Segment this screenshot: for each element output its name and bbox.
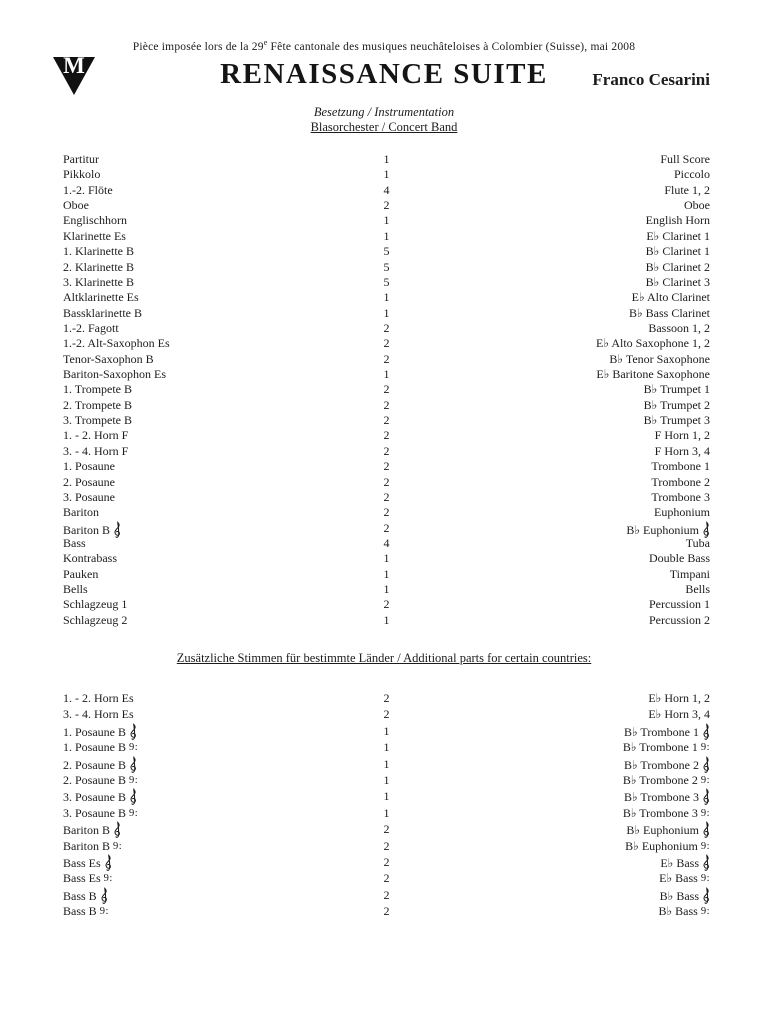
instrument-name-de: 1.-2. Flöte bbox=[63, 182, 113, 197]
instrument-quantity: 4 bbox=[383, 535, 390, 550]
bass-clef-icon: 9: bbox=[113, 840, 123, 852]
instrument-row bbox=[63, 772, 710, 788]
instrument-name-de: 1. Posaune B bbox=[63, 723, 367, 741]
ensemble-heading: Blasorchester / Concert Band bbox=[310, 120, 458, 134]
bass-clef-icon: 9: bbox=[129, 742, 139, 754]
instrument-row bbox=[63, 551, 710, 566]
instrument-name-de: Bass B 9: bbox=[63, 904, 109, 919]
instrument-row bbox=[63, 788, 710, 804]
instrument-name-en: B♭ Clarinet 1 bbox=[645, 244, 710, 259]
instrument-row bbox=[63, 582, 710, 597]
instrument-name-en: Bells bbox=[685, 582, 710, 597]
instrument-quantity: 1 bbox=[383, 213, 390, 228]
instrument-quantity: 1 bbox=[383, 367, 390, 382]
instrument-name-de: Pikkolo bbox=[63, 167, 101, 182]
instrument-name-de: Bariton B bbox=[63, 521, 367, 539]
instrument-row bbox=[63, 706, 710, 722]
instrument-quantity: 2 bbox=[383, 336, 390, 351]
instrument-row bbox=[63, 567, 710, 582]
instrument-name-en: B♭ Trumpet 3 bbox=[643, 413, 710, 428]
instrument-row bbox=[63, 367, 710, 382]
instrument-quantity: 2 bbox=[383, 707, 390, 722]
instrument-name-en: F Horn 3, 4 bbox=[654, 443, 710, 458]
treble-clef-icon bbox=[702, 788, 710, 806]
treble-clef-icon bbox=[129, 756, 137, 774]
bass-clef-icon: 9: bbox=[103, 873, 113, 885]
instrument-name-en: Percussion 1 bbox=[649, 597, 710, 612]
instrument-name-de: 1.-2. Fagott bbox=[63, 320, 119, 335]
instrument-quantity: 4 bbox=[383, 182, 390, 197]
instrument-quantity: 1 bbox=[383, 582, 390, 597]
instrument-name-en: B♭ Trombone 2 bbox=[407, 756, 711, 774]
instrument-quantity: 1 bbox=[383, 152, 390, 166]
instrument-row bbox=[63, 413, 710, 428]
instrument-name-de: Bass Es 9: bbox=[63, 871, 113, 886]
instrument-quantity: 1 bbox=[383, 805, 390, 820]
instrument-name-de: 3. Posaune bbox=[63, 489, 115, 504]
instrument-name-de: 3. Posaune B 9: bbox=[63, 805, 139, 820]
instrument-quantity: 2 bbox=[383, 459, 390, 474]
instrument-quantity: 1 bbox=[383, 551, 390, 566]
treble-clef-icon bbox=[129, 723, 137, 741]
instrument-name-en: B♭ Bass bbox=[407, 887, 711, 905]
instrument-list-additional bbox=[63, 690, 710, 919]
instrument-name-en: B♭ Trombone 3 9: bbox=[622, 805, 710, 820]
instrument-row bbox=[63, 490, 710, 505]
treble-clef-icon bbox=[702, 821, 710, 839]
instrument-quantity: 1 bbox=[383, 228, 390, 243]
instrument-name-de: Bass bbox=[63, 535, 86, 550]
instrument-quantity: 2 bbox=[383, 397, 390, 412]
instrument-name-de: 2. Posaune bbox=[63, 474, 115, 489]
bass-clef-icon: 9: bbox=[700, 906, 710, 918]
instrument-quantity: 1 bbox=[383, 305, 390, 320]
instrument-row bbox=[63, 821, 710, 837]
instrument-quantity: 2 bbox=[383, 320, 390, 335]
instrument-quantity: 2 bbox=[383, 428, 390, 443]
instrument-name-de: 1. - 2. Horn F bbox=[63, 428, 129, 443]
instrument-name-en: B♭ Trumpet 2 bbox=[643, 397, 710, 412]
instrument-name-de: Klarinette Es bbox=[63, 228, 126, 243]
instrument-name-en: E♭ Clarinet 1 bbox=[646, 228, 710, 243]
instrument-name-en: E♭ Horn 3, 4 bbox=[648, 707, 710, 722]
instrument-row bbox=[63, 398, 710, 413]
instrument-row bbox=[63, 183, 710, 198]
instrument-name-en: B♭ Clarinet 3 bbox=[645, 274, 710, 289]
instrument-row bbox=[63, 459, 710, 474]
instrument-name-de: 3. Klarinette B bbox=[63, 274, 134, 289]
bass-clef-icon: 9: bbox=[700, 840, 710, 852]
instrument-name-en: Trombone 2 bbox=[651, 474, 710, 489]
instrument-row bbox=[63, 887, 710, 903]
instrument-quantity: 2 bbox=[383, 505, 390, 520]
instrument-name-de: Bariton bbox=[63, 505, 99, 520]
occasion-line bbox=[0, 38, 768, 53]
instrument-quantity: 2 bbox=[383, 871, 390, 886]
instrument-quantity: 2 bbox=[383, 382, 390, 397]
instrument-row bbox=[63, 805, 710, 821]
page-title: RENAISSANCE SUITE bbox=[220, 58, 548, 90]
instrument-row bbox=[63, 756, 710, 772]
instrument-name-de: Pauken bbox=[63, 566, 99, 581]
instrument-name-en: B♭ Euphonium bbox=[407, 821, 711, 839]
instrument-name-de: 1. Klarinette B bbox=[63, 244, 134, 259]
instrument-quantity: 2 bbox=[383, 474, 390, 489]
bass-clef-icon: 9: bbox=[700, 807, 710, 819]
instrument-quantity: 1 bbox=[383, 756, 390, 771]
instrument-row bbox=[63, 903, 710, 919]
instrument-name-en: E♭ Alto Saxophone 1, 2 bbox=[596, 336, 710, 351]
occasion-text-prefix: Pièce imposée lors de la 29 bbox=[132, 40, 264, 53]
instrument-quantity: 2 bbox=[383, 443, 390, 458]
instrument-name-de: 2. Posaune B bbox=[63, 756, 367, 774]
instrument-row bbox=[63, 290, 710, 305]
instrument-name-de: Kontrabass bbox=[63, 551, 117, 566]
instrument-row bbox=[63, 613, 710, 628]
treble-clef-icon bbox=[104, 854, 112, 872]
instrument-name-en: B♭ Bass 9: bbox=[658, 904, 710, 919]
instrument-name-en: B♭ Bass Clarinet bbox=[629, 305, 710, 320]
instrument-quantity: 5 bbox=[383, 274, 390, 289]
instrument-row bbox=[63, 690, 710, 706]
bass-clef-icon: 9: bbox=[700, 774, 710, 786]
instrument-name-de: 1. - 2. Horn Es bbox=[63, 691, 134, 705]
instrument-row bbox=[63, 597, 710, 612]
instrument-quantity: 2 bbox=[383, 597, 390, 612]
bass-clef-icon: 9: bbox=[99, 906, 109, 918]
instrument-row bbox=[63, 838, 710, 854]
instrument-name-de: 1.-2. Alt-Saxophon Es bbox=[63, 336, 170, 351]
instrument-name-en: E♭ Bass 9: bbox=[659, 871, 710, 886]
treble-clef-icon bbox=[113, 821, 121, 839]
instrument-name-en: Piccolo bbox=[674, 167, 710, 182]
instrument-name-de: Bells bbox=[63, 582, 88, 597]
instrument-row bbox=[63, 306, 710, 321]
instrument-name-de: Bariton B bbox=[63, 821, 367, 839]
instrument-name-de: Tenor-Saxophon B bbox=[63, 351, 154, 366]
instrument-name-en: B♭ Trombone 3 bbox=[407, 788, 711, 806]
instrument-name-en: Oboe bbox=[684, 198, 710, 213]
instrument-row bbox=[63, 244, 710, 259]
instrument-row bbox=[63, 505, 710, 520]
instrument-row bbox=[63, 321, 710, 336]
instrument-name-en: B♭ Clarinet 2 bbox=[645, 259, 710, 274]
instrument-name-en: English Horn bbox=[645, 213, 710, 228]
logo-m-letter: M bbox=[63, 53, 85, 78]
instrument-quantity: 2 bbox=[383, 413, 390, 428]
instrument-row bbox=[63, 723, 710, 739]
instrument-row bbox=[63, 536, 710, 551]
composer-name: Franco Cesarini bbox=[592, 70, 710, 89]
instrument-name-en: Percussion 2 bbox=[649, 612, 710, 627]
instrument-name-de: Bariton-Saxophon Es bbox=[63, 367, 166, 382]
instrument-name-en: E♭ Horn 1, 2 bbox=[648, 691, 710, 705]
instrument-row bbox=[63, 382, 710, 397]
treble-clef-icon bbox=[702, 723, 710, 741]
instrument-name-en: Bassoon 1, 2 bbox=[648, 320, 710, 335]
instrument-row bbox=[63, 229, 710, 244]
instrument-quantity: 2 bbox=[383, 198, 390, 213]
instrument-row bbox=[63, 854, 710, 870]
instrument-quantity: 1 bbox=[383, 772, 390, 787]
instrument-row bbox=[63, 260, 710, 275]
instrumentation-heading: Besetzung / Instrumentation bbox=[313, 105, 455, 119]
instrument-name-en: Tuba bbox=[685, 535, 710, 550]
instrument-list-main bbox=[63, 152, 710, 628]
instrument-row bbox=[63, 428, 710, 443]
instrument-row bbox=[63, 739, 710, 755]
instrument-quantity: 2 bbox=[383, 351, 390, 366]
instrument-row bbox=[63, 870, 710, 886]
instrument-name-en: B♭ Euphonium 9: bbox=[625, 838, 710, 853]
instrument-name-en: B♭ Trombone 2 9: bbox=[622, 772, 710, 787]
bass-clef-icon: 9: bbox=[700, 742, 710, 754]
instrument-name-en: Euphonium bbox=[654, 505, 710, 520]
instrument-name-en: E♭ Bass bbox=[407, 854, 711, 872]
instrument-name-en: Full Score bbox=[660, 152, 710, 166]
instrument-quantity: 2 bbox=[383, 489, 390, 504]
instrument-quantity: 1 bbox=[383, 740, 390, 755]
bass-clef-icon: 9: bbox=[129, 807, 139, 819]
instrument-row bbox=[63, 213, 710, 228]
instrument-quantity: 5 bbox=[383, 244, 390, 259]
instrument-name-de: Partitur bbox=[63, 152, 99, 166]
instrument-name-en: Timpani bbox=[669, 566, 710, 581]
instrument-name-en: E♭ Alto Clarinet bbox=[631, 290, 710, 305]
instrument-name-de: Schlagzeug 2 bbox=[63, 612, 128, 627]
instrument-quantity: 1 bbox=[383, 789, 390, 804]
instrument-quantity: 1 bbox=[383, 723, 390, 738]
instrument-quantity: 2 bbox=[383, 854, 390, 869]
instrument-quantity: 2 bbox=[383, 904, 390, 919]
instrument-name-de: 1. Posaune bbox=[63, 459, 115, 474]
instrument-quantity: 2 bbox=[383, 887, 390, 902]
instrument-name-de: 2. Posaune B 9: bbox=[63, 772, 139, 787]
instrument-name-en: B♭ Tenor Saxophone bbox=[609, 351, 710, 366]
instrument-name-en: Double Bass bbox=[649, 551, 710, 566]
instrument-name-de: 1. Posaune B 9: bbox=[63, 740, 139, 755]
instrument-quantity: 2 bbox=[383, 520, 390, 535]
instrument-name-de: Altklarinette Es bbox=[63, 290, 139, 305]
occasion-ordinal-sup: e bbox=[263, 38, 268, 47]
bass-clef-icon: 9: bbox=[129, 774, 139, 786]
instrument-quantity: 2 bbox=[383, 838, 390, 853]
instrument-quantity: 1 bbox=[383, 612, 390, 627]
treble-clef-icon bbox=[100, 887, 108, 905]
instrument-row bbox=[63, 521, 710, 536]
instrument-name-de: 2. Trompete B bbox=[63, 397, 133, 412]
instrument-name-en: E♭ Baritone Saxophone bbox=[596, 367, 710, 382]
instrument-row bbox=[63, 336, 710, 351]
instrument-name-de: Englischhorn bbox=[63, 213, 127, 228]
instrument-row bbox=[63, 275, 710, 290]
instrument-name-de: 3. - 4. Horn F bbox=[63, 443, 129, 458]
instrument-quantity: 5 bbox=[383, 259, 390, 274]
instrument-name-en: B♭ Euphonium bbox=[407, 521, 711, 539]
instrument-name-en: F Horn 1, 2 bbox=[654, 428, 710, 443]
instrument-row bbox=[63, 475, 710, 490]
instrument-name-de: 3. Trompete B bbox=[63, 413, 133, 428]
instrument-quantity: 2 bbox=[383, 822, 390, 837]
instrument-name-en: Trombone 1 bbox=[651, 459, 710, 474]
instrument-name-de: Bass Es bbox=[63, 854, 367, 872]
instrument-name-en: B♭ Trombone 1 bbox=[407, 723, 711, 741]
instrument-quantity: 1 bbox=[383, 290, 390, 305]
instrument-name-de: Bass B bbox=[63, 887, 367, 905]
instrument-row bbox=[63, 152, 710, 167]
instrument-name-en: B♭ Trumpet 1 bbox=[643, 382, 710, 397]
instrument-name-de: 3. Posaune B bbox=[63, 788, 367, 806]
treble-clef-icon bbox=[129, 788, 137, 806]
treble-clef-icon bbox=[702, 756, 710, 774]
instrument-name-de: Oboe bbox=[63, 198, 89, 213]
instrument-row bbox=[63, 444, 710, 459]
treble-clef-icon bbox=[702, 854, 710, 872]
instrument-row bbox=[63, 167, 710, 182]
instrument-name-de: 1. Trompete B bbox=[63, 382, 133, 397]
bass-clef-icon: 9: bbox=[700, 873, 710, 885]
instrument-name-de: 2. Klarinette B bbox=[63, 259, 134, 274]
instrument-name-de: Schlagzeug 1 bbox=[63, 597, 128, 612]
instrument-name-de: 3. - 4. Horn Es bbox=[63, 707, 134, 722]
instrument-row bbox=[63, 198, 710, 213]
instrument-name-de: Bariton B 9: bbox=[63, 838, 123, 853]
instrument-row bbox=[63, 352, 710, 367]
additional-parts-heading: Zusätzliche Stimmen für bestimmte Länder / Additional parts for certain countries: bbox=[176, 651, 592, 665]
occasion-text-suffix: Fête cantonale des musiques neuchâteloises à Colombier (Suisse), mai 2008 bbox=[267, 40, 636, 53]
instrument-quantity: 2 bbox=[383, 691, 390, 705]
instrument-name-en: Trombone 3 bbox=[651, 489, 710, 504]
instrument-name-de: Bassklarinette B bbox=[63, 305, 142, 320]
treble-clef-icon bbox=[702, 887, 710, 905]
instrument-name-en: Flute 1, 2 bbox=[664, 182, 710, 197]
instrument-name-en: B♭ Trombone 1 9: bbox=[622, 740, 710, 755]
instrument-quantity: 1 bbox=[383, 566, 390, 581]
instrument-quantity: 1 bbox=[383, 167, 390, 182]
